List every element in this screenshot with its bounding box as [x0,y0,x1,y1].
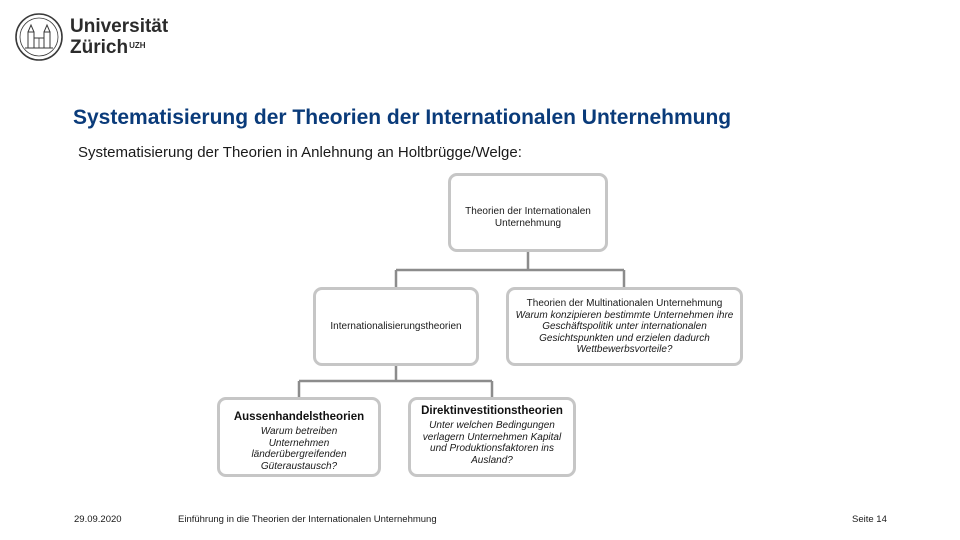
node-multinational [506,287,743,366]
university-seal-icon [14,12,64,62]
node-aussenhandel [217,397,381,477]
node-direktinvestition-title: Direktinvestitionstheorien [421,405,563,417]
node-internationalisierung [313,287,479,366]
node-direktinvestition-question: Unter welchen Bedingungen verlagern Unternehmen Kapital und Produktionsfaktoren ins Ausland? [422,420,562,466]
node-root [448,173,608,252]
node-multinational-title: Theorien der Multinationalen Unternehmung [526,297,723,309]
node-root-title: Theorien der Internationalen Unternehmung [465,206,591,229]
page-title: Systematisierung der Theorien der Internationalen Unternehmung [73,106,732,129]
university-name-line1: Universität [70,16,169,37]
page-subtitle: Systematisierung der Theorien in Anlehnung an Holtbrügge/Welge: [78,144,522,161]
node-aussenhandel-question: Warum betreiben Unternehmen länderübergreifenden Güteraustausch? [251,426,347,472]
footer-course-title: Einführung in die Theorien der Internationalen Unternehmung [178,514,437,525]
footer-date: 29.09.2020 [74,514,122,525]
node-direktinvestition [408,397,576,477]
footer-page-number: Seite 14 [852,514,887,525]
uzh-superscript: UZH [129,41,146,50]
university-logo [14,12,169,66]
node-internationalisierung-title: Internationalisierungstheorien [330,320,462,332]
university-name-line2: Zürich [70,37,129,58]
node-aussenhandel-title: Aussenhandelstheorien [233,411,365,423]
node-multinational-question: Warum konzipieren bestimmte Unternehmen ihre Geschäftspolitik unter internationalen Gesichtspunkten und erzielen dadurch Wettbewerbsvorteile? [515,309,734,355]
root-connector [396,252,624,287]
internationalisierung-connector [299,366,492,397]
university-name [70,16,168,58]
